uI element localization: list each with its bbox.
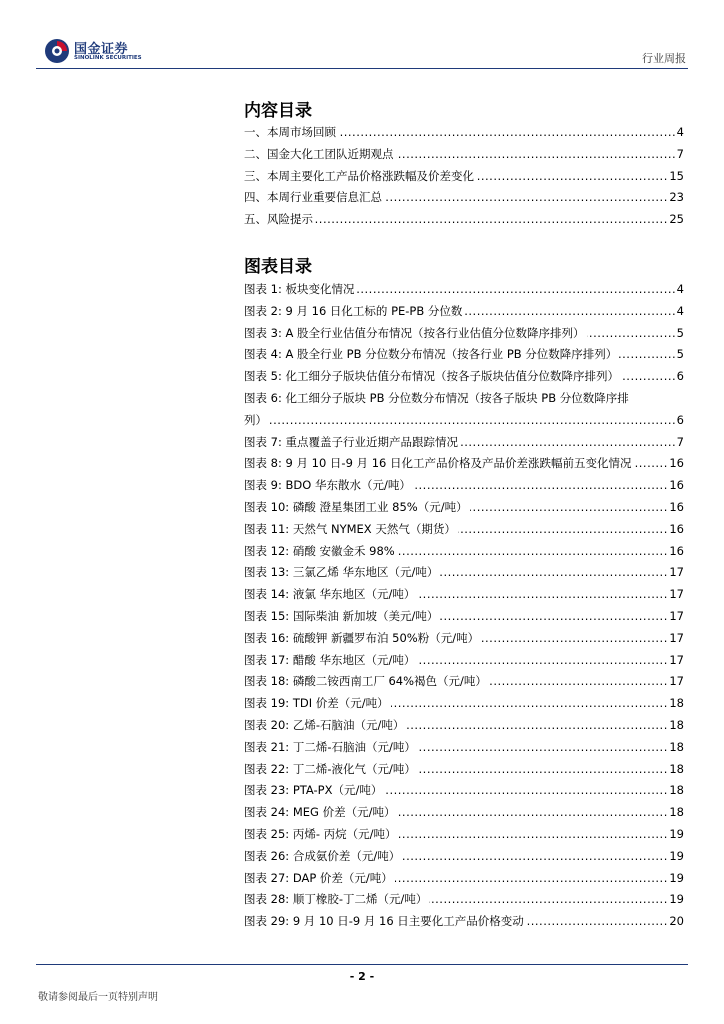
figure-entry[interactable]	[244, 650, 684, 672]
figure-entry[interactable]	[244, 301, 684, 323]
figure-entry[interactable]	[244, 628, 684, 650]
figure-entry-page: 19	[667, 868, 684, 890]
contents-entry-page: 25	[667, 209, 684, 231]
contents-list	[244, 122, 684, 231]
figure-entry[interactable]	[244, 606, 684, 628]
figures-title: 图表目录	[244, 257, 312, 277]
contents-entry-page: 15	[667, 166, 684, 188]
figure-entry-page: 7	[675, 432, 684, 454]
figure-entry-label: 图表 4: A 股全行业 PB 分位数分布情况（按各行业 PB 分位数降序排列）	[244, 347, 618, 362]
logo-english-name: SINOLINK SECURITIES	[74, 55, 142, 61]
figure-entry-label: 图表 1: 板块变化情况	[244, 282, 355, 296]
figure-entry-page: 18	[667, 802, 684, 824]
figure-entry-page: 16	[667, 475, 684, 497]
report-type-label: 行业周报	[642, 52, 686, 65]
figure-entry-page: 16	[667, 519, 684, 541]
contents-entry-page: 23	[667, 187, 684, 209]
disclaimer-text: 敬请参阅最后一页特别声明	[38, 992, 158, 1003]
contents-entry-label: 四、本周行业重要信息汇总	[244, 190, 382, 205]
figure-entry-page: 17	[667, 671, 684, 693]
figure-entry-page: 17	[667, 562, 684, 584]
contents-entry-page: 4	[675, 122, 684, 144]
figure-entry-label: 图表 9: BDO 华东散水（元/吨）	[244, 478, 411, 493]
figure-entry-page: 17	[667, 628, 684, 650]
figure-entry[interactable]	[244, 323, 684, 345]
figure-entry[interactable]	[244, 584, 684, 606]
figure-entry[interactable]	[244, 693, 684, 715]
contents-entry-label: 一、本周市场回顾	[244, 125, 336, 139]
contents-entry-label: 三、本周主要化工产品价格涨跌幅及价差变化	[244, 168, 474, 183]
figure-entry-page: 6	[675, 366, 684, 388]
figure-entry[interactable]	[244, 497, 684, 519]
figure-entry-label: 图表 19: TDI 价差（元/吨）	[244, 696, 389, 711]
contents-entry[interactable]	[244, 166, 684, 188]
figure-entry-label: 图表 10: 磷酸 澄星集团工业 85%（元/吨）	[244, 499, 468, 514]
figure-entry[interactable]	[244, 344, 684, 366]
figure-entry-label: 图表 23: PTA-PX（元/吨）	[244, 783, 383, 798]
figure-entry-label: 图表 5: 化工细分子版块估值分布情况（按各子版块估值分位数降序排列）	[244, 369, 619, 384]
figure-entry[interactable]	[244, 453, 684, 475]
figure-entry-label: 图表 22: 丁二烯-液化气（元/吨）	[244, 761, 416, 776]
figure-entry-label: 图表 15: 国际柴油 新加坡（美元/吨）	[244, 608, 439, 623]
figure-entry-label: 图表 25: 丙烯- 丙烷（元/吨）	[244, 826, 397, 841]
figure-entry-label: 图表 27: DAP 价差（元/吨）	[244, 870, 393, 885]
company-logo	[44, 38, 164, 68]
figure-entry-label: 图表 21: 丁二烯-石脑油（元/吨）	[244, 739, 416, 754]
figure-entry-label: 图表 16: 硫酸钾 新疆罗布泊 50%粉（元/吨）	[244, 630, 480, 645]
logo-chinese-name: 国金证券	[74, 42, 129, 57]
figure-entry-label: 图表 2: 9 月 16 日化工标的 PE-PB 分位数	[244, 303, 463, 318]
figure-entry-page: 5	[675, 323, 684, 345]
figure-entry[interactable]	[244, 541, 684, 563]
figure-entry-page: 18	[667, 780, 684, 802]
figure-entry-label: 图表 6: 化工细分子版块 PB 分位数分布情况（按各子版块 PB 分位数降序排	[244, 390, 629, 405]
sinolink-logo-icon	[44, 38, 70, 64]
figure-entry[interactable]	[244, 671, 684, 693]
figure-entry-page: 4	[675, 301, 684, 323]
figure-entry-label: 图表 26: 合成氨价差（元/吨）	[244, 848, 401, 863]
figure-entry[interactable]	[244, 780, 684, 802]
figure-entry-page: 18	[667, 715, 684, 737]
figure-entry-label: 图表 18: 磷酸二铵西南工厂 64%褐色（元/吨）	[244, 674, 487, 689]
figure-entry[interactable]	[244, 562, 684, 584]
figure-entry-page: 19	[667, 824, 684, 846]
figures-list	[244, 279, 684, 933]
figure-entry-page: 16	[667, 497, 684, 519]
figure-entry-page: 16	[667, 541, 684, 563]
figure-entry-label: 图表 12: 硝酸 安徽金禾 98%	[244, 543, 395, 558]
figure-entry-page: 17	[667, 650, 684, 672]
contents-title: 内容目录	[244, 101, 312, 121]
figure-entry-page: 19	[667, 889, 684, 911]
figure-entry-page: 17	[667, 606, 684, 628]
figure-entry-page: 18	[667, 759, 684, 781]
contents-entry-label: 五、风险提示	[244, 212, 313, 227]
figure-entry-label: 图表 11: 天然气 NYMEX 天然气（期货）	[244, 521, 456, 536]
figure-entry-label: 图表 24: MEG 价差（元/吨）	[244, 805, 396, 820]
figure-entry-page: 18	[667, 693, 684, 715]
figure-entry[interactable]	[244, 475, 684, 497]
figure-entry[interactable]	[244, 868, 684, 890]
figure-entry-label: 图表 3: A 股全行业估值分布情况（按各行业估值分位数降序排列）	[244, 325, 585, 340]
figure-entry[interactable]	[244, 802, 684, 824]
figure-entry[interactable]	[244, 846, 684, 868]
figure-entry-page: 4	[675, 279, 684, 301]
contents-entry[interactable]	[244, 209, 684, 231]
figure-entry[interactable]	[244, 366, 684, 388]
figure-entry-page: 18	[667, 737, 684, 759]
figure-entry[interactable]	[244, 715, 684, 737]
figure-entry[interactable]	[244, 519, 684, 541]
figure-entry-page: 17	[667, 584, 684, 606]
contents-entry[interactable]	[244, 122, 684, 144]
figure-entry-label: 图表 28: 顺丁橡胶-丁二烯（元/吨）	[244, 892, 428, 907]
figure-entry-page: 6	[675, 410, 684, 432]
figure-entry-page: 20	[667, 911, 684, 933]
contents-entry-label: 二、国金大化工团队近期观点	[244, 146, 394, 161]
figure-entry[interactable]	[244, 388, 684, 410]
figure-entry-label: 图表 8: 9 月 10 日-9 月 16 日化工产品价格及产品价差涨跌幅前五变化情况	[244, 456, 632, 471]
contents-entry[interactable]	[244, 187, 684, 209]
figure-entry-label: 列）	[244, 412, 267, 427]
figure-entry-label: 图表 17: 醋酸 华东地区（元/吨）	[244, 652, 416, 667]
figure-entry[interactable]	[244, 824, 684, 846]
figure-entry[interactable]	[244, 759, 684, 781]
footer-divider	[36, 964, 688, 965]
figure-entry-label: 图表 29: 9 月 10 日-9 月 16 日主要化工产品价格变动	[244, 914, 524, 929]
figure-entry[interactable]	[244, 279, 684, 301]
page-header	[0, 0, 724, 72]
figure-entry-label: 图表 7: 重点覆盖子行业近期产品跟踪情况	[244, 434, 459, 449]
page-number: - 2 -	[349, 970, 375, 983]
figure-entry-page: 16	[667, 453, 684, 475]
figure-entry[interactable]	[244, 737, 684, 759]
figure-entry-page: 19	[667, 846, 684, 868]
figure-entry-label: 图表 13: 三氯乙烯 华东地区（元/吨）	[244, 565, 439, 580]
figure-entry[interactable]	[244, 911, 684, 933]
figure-entry-label: 图表 14: 液氯 华东地区（元/吨）	[244, 587, 416, 602]
header-divider	[36, 68, 688, 69]
figure-entry[interactable]	[244, 410, 684, 432]
contents-entry-page: 7	[675, 144, 684, 166]
figure-entry-label: 图表 20: 乙烯-石脑油（元/吨）	[244, 717, 405, 732]
figure-entry[interactable]	[244, 889, 684, 911]
figure-entry-page: 5	[675, 344, 684, 366]
contents-entry[interactable]	[244, 144, 684, 166]
figure-entry[interactable]	[244, 432, 684, 454]
